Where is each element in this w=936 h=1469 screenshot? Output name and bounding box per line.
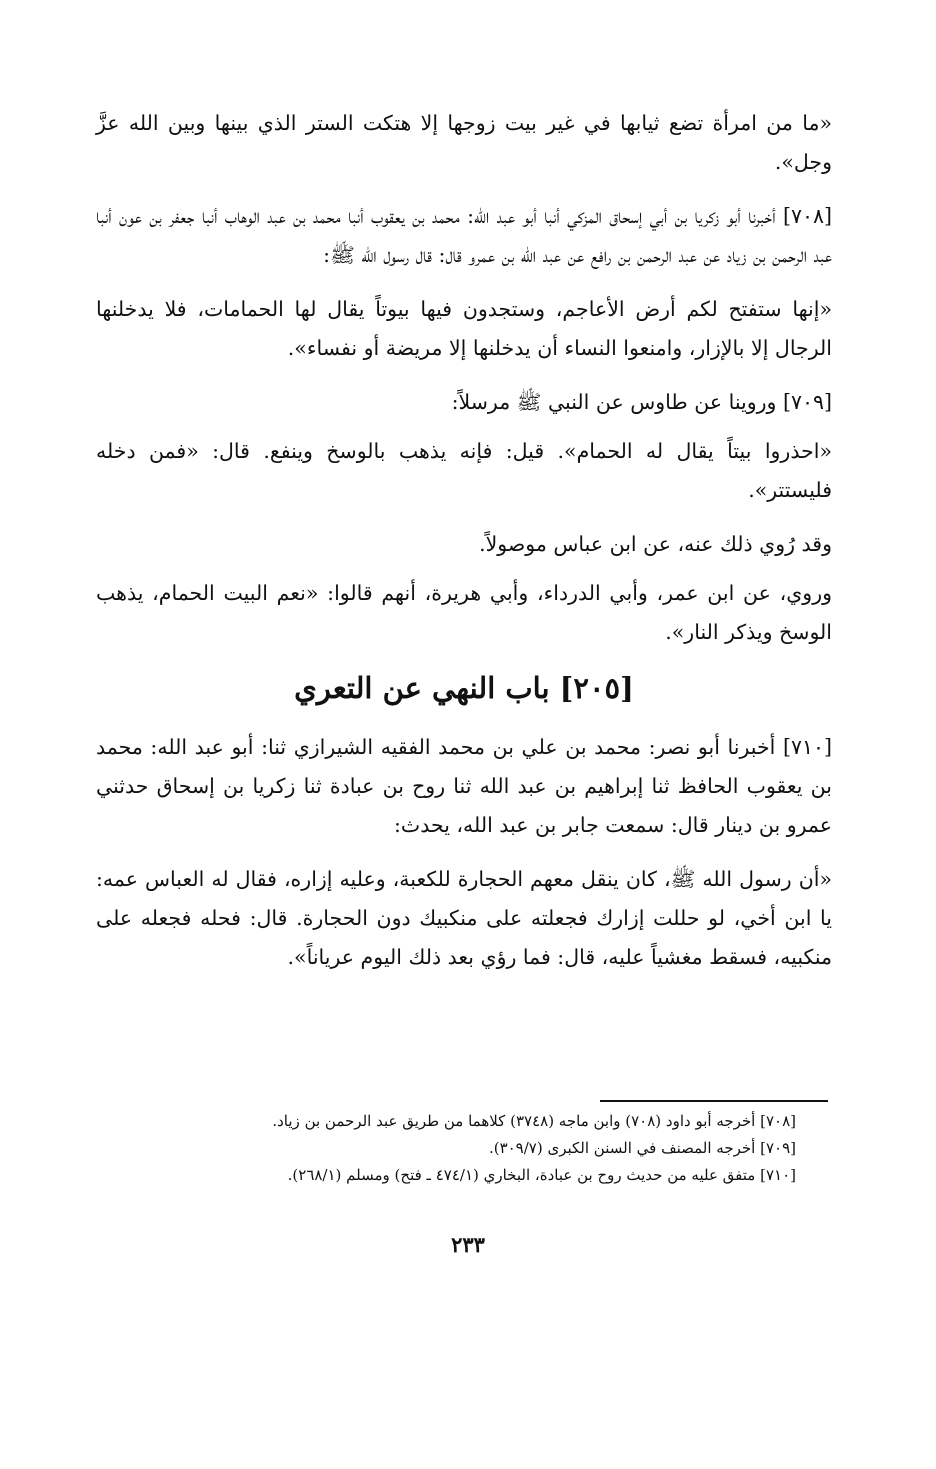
footnotes: [96, 1108, 796, 1189]
footnote-709: [٧٠٩] أخرجه المصنف في السنن الكبرى (٣٠٩/٧).: [488, 1139, 796, 1157]
hadith-text-paragraph: «ما من امرأة تضع ثيابها في غير بيت زوجها إلا هتكت الستر الذي بينها وبين الله عزَّ وجل».: [96, 111, 832, 174]
narration-chain-710: [٧١٠] أخبرنا أبو نصر: محمد بن علي بن محمد الفقيه الشيرازي ثنا: أبو عبد الله: محمد بن يعقوب الحافظ ثنا إبراهيم بن عبد الله ثنا روح بن عبادة ثنا زكريا بن إسحاق حدثني عمرو بن دينار قال: سمعت جابر بن عبد الله، يحدث:: [96, 735, 832, 837]
chapter-heading: [٢٠٥] باب النهي عن التعري: [294, 671, 634, 705]
page-number: ٢٣٣: [451, 1232, 485, 1257]
narration-chain-708: [٧٠٨] أخبرنا أبو زكريا بن أبي إسحاق المزكي أنبا أبو عبد الله: محمد بن يعقوب أنبا محمد بن عبد الوهاب أنبا جعفر بن عون أنبا عبد الرحمن بن زياد عن عبد الرحمن بن رافع عن عبد الله بن عمرو قال: قال رسول الله ﷺ:: [96, 204, 832, 267]
footnote-divider: [600, 1100, 828, 1102]
narration-chain-709: [٧٠٩] وروينا عن طاوس عن النبي ﷺ مرسلاً:: [451, 390, 832, 414]
footnote-708: [٧٠٨] أخرجه أبو داود (٧٠٨) وابن ماجه (٣٧٤٨) كلاهما من طريق عبد الرحمن بن زياد.: [272, 1112, 796, 1130]
commentary-paragraph: وقد رُوي ذلك عنه، عن ابن عباس موصولاً.: [479, 532, 832, 556]
commentary-paragraph: وروي، عن ابن عمر، وأبي الدرداء، وأبي هريرة، أنهم قالوا: «نعم البيت الحمام، يذهب الوسخ ويذكر النار».: [96, 581, 832, 644]
hadith-text-paragraph: «أن رسول الله ﷺ، كان ينقل معهم الحجارة للكعبة، وعليه إزاره، فقال له العباس عمه: يا ابن أخي، لو حللت إزارك فجعلته على منكبيك دون الحجارة. قال: فحله فجعله على منكبيه، فسقط مغشياً عليه، قال: فما رؤي بعد ذلك اليوم عرياناً».: [96, 867, 832, 969]
footnote-710: [٧١٠] متفق عليه من حديث روح بن عبادة، البخاري (٤٧٤/١ ـ فتح) ومسلم (٢٦٨/١).: [287, 1166, 796, 1184]
hadith-text-paragraph: «إنها ستفتح لكم أرض الأعاجم، وستجدون فيها بيوتاً يقال لها الحمامات، فلا يدخلنها الرجال إلا بالإزار، وامنعوا النساء أن يدخلنها إلا مريضة أو نفساء».: [96, 297, 832, 360]
page-body: [96, 104, 832, 992]
hadith-text-paragraph: «احذروا بيتاً يقال له الحمام». قيل: فإنه يذهب بالوسخ وينفع. قال: «فمن دخله فليستتر».: [96, 439, 832, 502]
